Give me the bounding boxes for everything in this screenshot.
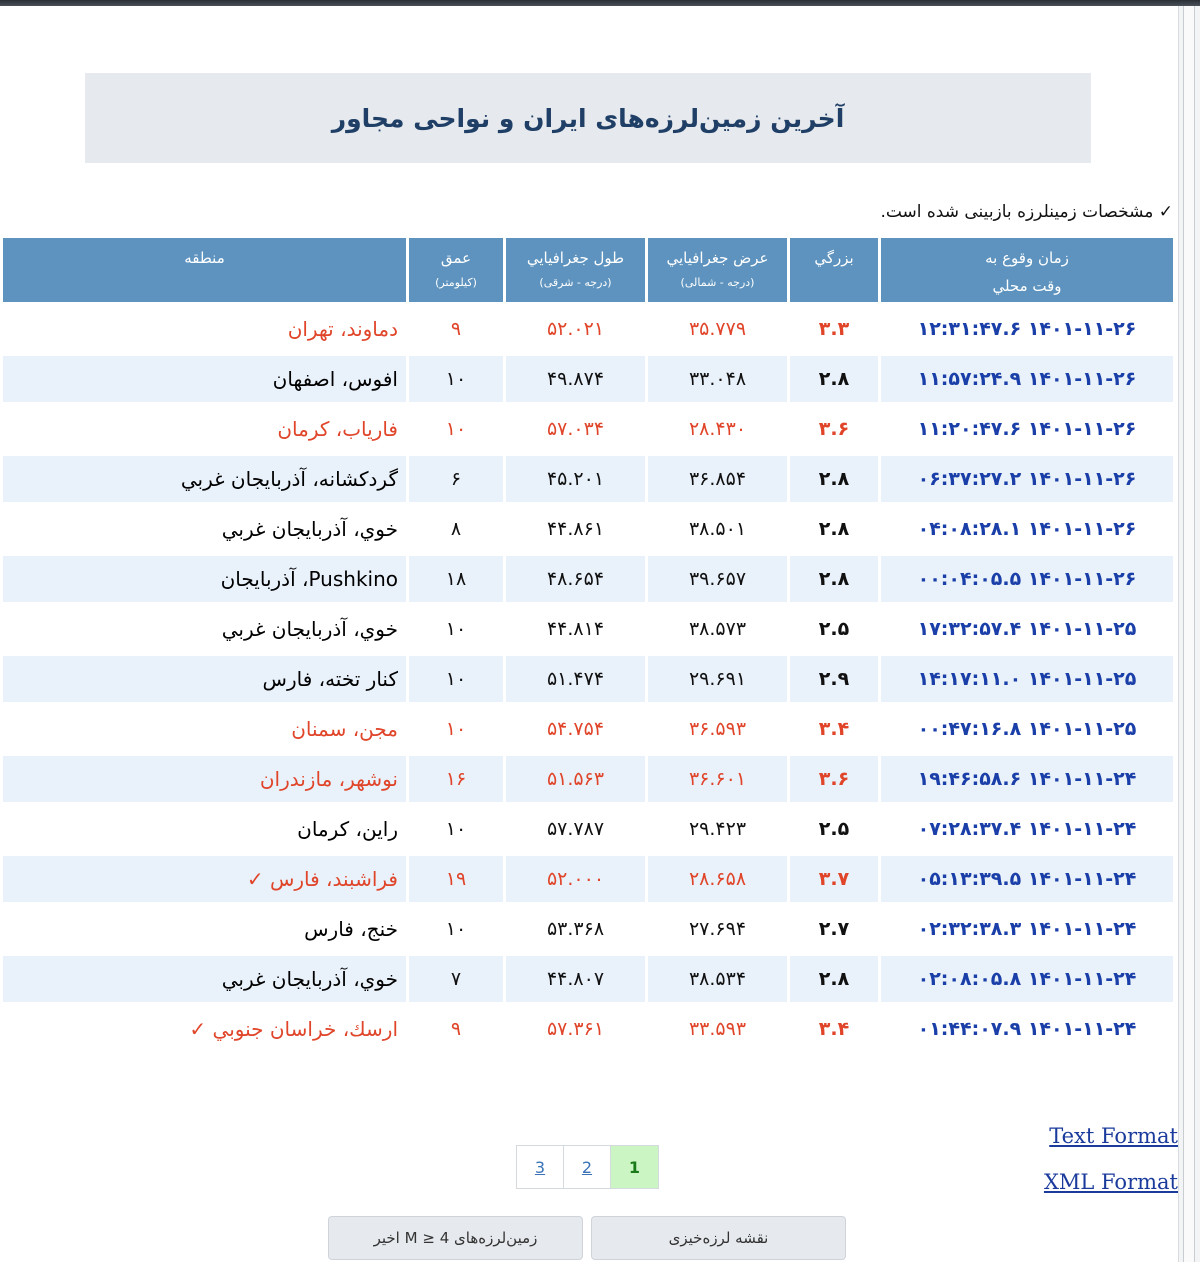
text-format-link[interactable]: Text Format bbox=[1049, 1124, 1178, 1148]
table-row bbox=[3, 706, 1173, 756]
header-depth-label: عمق bbox=[440, 249, 472, 267]
cell-longitude: ۵۴.۷۵۴ bbox=[506, 706, 645, 756]
cell-latitude: ۲۹.۶۹۱ bbox=[648, 656, 787, 706]
header-latitude-label: عرض جغرافيايي bbox=[666, 249, 769, 267]
header-time bbox=[881, 238, 1173, 306]
scrollbar-track[interactable] bbox=[1183, 6, 1195, 1262]
page-title: آخرین زمین‌لرزه‌های ایران و نواحی مجاور bbox=[331, 103, 845, 133]
table-row bbox=[3, 906, 1173, 956]
table-row bbox=[3, 356, 1173, 406]
cell-region: Pushkino، آذربايجان bbox=[3, 556, 406, 606]
cell-longitude: ۴۴.۸۱۴ bbox=[506, 606, 645, 656]
cell-latitude: ۲۷.۶۹۴ bbox=[648, 906, 787, 956]
cell-magnitude: ۲.۸ bbox=[790, 456, 878, 506]
cell-region: ارسك، خراسان جنوبي ✓ bbox=[3, 1006, 406, 1056]
cell-time: ۱۴۰۱-۱۱-۲۶ ۱۲:۳۱:۴۷.۶ bbox=[881, 306, 1173, 356]
cell-region: خوي، آذربايجان غربي bbox=[3, 506, 406, 556]
table-row bbox=[3, 806, 1173, 856]
cell-latitude: ۳۸.۵۰۱ bbox=[648, 506, 787, 556]
table-row bbox=[3, 406, 1173, 456]
cell-region: خوي، آذربايجان غربي bbox=[3, 956, 406, 1006]
table-row bbox=[3, 506, 1173, 556]
cell-depth: ۱۰ bbox=[409, 906, 503, 956]
format-links bbox=[1030, 1124, 1178, 1216]
cell-magnitude: ۳.۴ bbox=[790, 1006, 878, 1056]
cell-depth: ۱۹ bbox=[409, 856, 503, 906]
cell-magnitude: ۳.۷ bbox=[790, 856, 878, 906]
table-row bbox=[3, 856, 1173, 906]
cell-depth: ۱۰ bbox=[409, 356, 503, 406]
cell-longitude: ۵۷.۰۳۴ bbox=[506, 406, 645, 456]
table-header-row bbox=[3, 238, 1173, 306]
cell-time: ۱۴۰۱-۱۱-۲۴ ۱۹:۴۶:۵۸.۶ bbox=[881, 756, 1173, 806]
cell-latitude: ۳۶.۸۵۴ bbox=[648, 456, 787, 506]
cell-region: خنج، فارس bbox=[3, 906, 406, 956]
title-panel bbox=[85, 73, 1091, 163]
cell-magnitude: ۲.۹ bbox=[790, 656, 878, 706]
pagination bbox=[516, 1145, 659, 1189]
reviewed-note: ✓ مشخصات زمینلرزه بازبینی شده است. bbox=[880, 202, 1173, 222]
cell-latitude: ۳۵.۷۷۹ bbox=[648, 306, 787, 356]
cell-time: ۱۴۰۱-۱۱-۲۴ ۰۲:۰۸:۰۵.۸ bbox=[881, 956, 1173, 1006]
cell-depth: ۹ bbox=[409, 306, 503, 356]
cell-longitude: ۴۵.۲۰۱ bbox=[506, 456, 645, 506]
header-region bbox=[3, 238, 406, 306]
cell-latitude: ۳۹.۶۵۷ bbox=[648, 556, 787, 606]
cell-latitude: ۲۸.۶۵۸ bbox=[648, 856, 787, 906]
table-row bbox=[3, 956, 1173, 1006]
cell-latitude: ۳۶.۶۰۱ bbox=[648, 756, 787, 806]
header-depth bbox=[409, 238, 503, 306]
cell-magnitude: ۳.۳ bbox=[790, 306, 878, 356]
table-row bbox=[3, 556, 1173, 606]
table-row bbox=[3, 656, 1173, 706]
cell-magnitude: ۲.۸ bbox=[790, 956, 878, 1006]
xml-format-link[interactable]: XML Format bbox=[1043, 1170, 1178, 1194]
cell-region: کنار تخته، فارس bbox=[3, 656, 406, 706]
cell-depth: ۶ bbox=[409, 456, 503, 506]
cell-depth: ۱۰ bbox=[409, 706, 503, 756]
cell-magnitude: ۳.۶ bbox=[790, 406, 878, 456]
cell-time: ۱۴۰۱-۱۱-۲۶ ۱۱:۵۷:۲۴.۹ bbox=[881, 356, 1173, 406]
cell-latitude: ۳۳.۵۹۳ bbox=[648, 1006, 787, 1056]
cell-magnitude: ۲.۸ bbox=[790, 506, 878, 556]
cell-depth: ۱۰ bbox=[409, 806, 503, 856]
cell-magnitude: ۲.۷ bbox=[790, 906, 878, 956]
table-row bbox=[3, 606, 1173, 656]
header-time-sub: وقت محلي bbox=[992, 277, 1062, 295]
cell-region: فارياب، کرمان bbox=[3, 406, 406, 456]
cell-region: راين، کرمان bbox=[3, 806, 406, 856]
cell-latitude: ۳۸.۵۳۴ bbox=[648, 956, 787, 1006]
cell-time: ۱۴۰۱-۱۱-۲۵ ۱۴:۱۷:۱۱.۰ bbox=[881, 656, 1173, 706]
page-link-1[interactable]: 1 bbox=[611, 1146, 658, 1188]
cell-depth: ۱۰ bbox=[409, 606, 503, 656]
cell-time: ۱۴۰۱-۱۱-۲۶ ۰۴:۰۸:۲۸.۱ bbox=[881, 506, 1173, 556]
cell-latitude: ۲۸.۴۳۰ bbox=[648, 406, 787, 456]
cell-magnitude: ۳.۴ bbox=[790, 706, 878, 756]
cell-time: ۱۴۰۱-۱۱-۲۴ ۰۵:۱۳:۳۹.۵ bbox=[881, 856, 1173, 906]
header-latitude bbox=[648, 238, 787, 306]
cell-depth: ۱۰ bbox=[409, 406, 503, 456]
cell-depth: ۱۸ bbox=[409, 556, 503, 606]
cell-magnitude: ۳.۶ bbox=[790, 756, 878, 806]
cell-region: گردکشانه، آذربايجان غربي bbox=[3, 456, 406, 506]
header-time-label: زمان وقوع به bbox=[985, 249, 1069, 267]
cell-longitude: ۴۸.۶۵۴ bbox=[506, 556, 645, 606]
header-longitude-label: طول جغرافيايي bbox=[526, 249, 625, 267]
cell-longitude: ۴۹.۸۷۴ bbox=[506, 356, 645, 406]
cell-region: خوي، آذربايجان غربي bbox=[3, 606, 406, 656]
cell-depth: ۹ bbox=[409, 1006, 503, 1056]
header-region-label: منطقه bbox=[184, 249, 225, 267]
cell-time: ۱۴۰۱-۱۱-۲۶ ۱۱:۲۰:۴۷.۶ bbox=[881, 406, 1173, 456]
table-row bbox=[3, 756, 1173, 806]
header-magnitude-label: بزرگي bbox=[814, 249, 854, 267]
cell-region: دماوند، تهران bbox=[3, 306, 406, 356]
header-magnitude bbox=[790, 238, 878, 306]
cell-region: افوس، اصفهان bbox=[3, 356, 406, 406]
cell-time: ۱۴۰۱-۱۱-۲۶ ۰۶:۳۷:۲۷.۲ bbox=[881, 456, 1173, 506]
header-latitude-unit: (درجه - شمالی) bbox=[680, 276, 755, 289]
cell-longitude: ۵۳.۳۶۸ bbox=[506, 906, 645, 956]
cell-magnitude: ۲.۸ bbox=[790, 556, 878, 606]
cell-longitude: ۵۱.۴۷۴ bbox=[506, 656, 645, 706]
table-row bbox=[3, 456, 1173, 506]
cell-depth: ۸ bbox=[409, 506, 503, 556]
cell-longitude: ۴۴.۸۶۱ bbox=[506, 506, 645, 556]
cell-time: ۱۴۰۱-۱۱-۲۵ ۰۰:۴۷:۱۶.۸ bbox=[881, 706, 1173, 756]
cell-latitude: ۳۳.۰۴۸ bbox=[648, 356, 787, 406]
table-row bbox=[3, 1006, 1173, 1056]
cell-longitude: ۵۲.۰۲۱ bbox=[506, 306, 645, 356]
cell-magnitude: ۲.۵ bbox=[790, 606, 878, 656]
cell-time: ۱۴۰۱-۱۱-۲۴ ۰۷:۲۸:۳۷.۴ bbox=[881, 806, 1173, 856]
cell-region: فراشبند، فارس ✓ bbox=[3, 856, 406, 906]
page-content bbox=[0, 6, 1178, 1262]
header-depth-unit: (کیلومتر) bbox=[435, 276, 477, 289]
cell-time: ۱۴۰۱-۱۱-۲۴ ۰۱:۴۴:۰۷.۹ bbox=[881, 1006, 1173, 1056]
cell-region: نوشهر، مازندران bbox=[3, 756, 406, 806]
cell-depth: ۷ bbox=[409, 956, 503, 1006]
cell-longitude: ۴۴.۸۰۷ bbox=[506, 956, 645, 1006]
earthquake-table bbox=[0, 238, 1176, 1056]
cell-region: مجن، سمنان bbox=[3, 706, 406, 756]
recent-m4-button[interactable]: زمین‌لرزه‌های 4 ≤ M اخیر bbox=[328, 1216, 583, 1260]
cell-longitude: ۵۷.۷۸۷ bbox=[506, 806, 645, 856]
cell-latitude: ۳۶.۵۹۳ bbox=[648, 706, 787, 756]
cell-magnitude: ۲.۵ bbox=[790, 806, 878, 856]
seismicity-map-button[interactable]: نقشه لرزه‌خیزی bbox=[591, 1216, 846, 1260]
cell-magnitude: ۲.۸ bbox=[790, 356, 878, 406]
page-link-3[interactable]: 3 bbox=[517, 1146, 564, 1188]
cell-latitude: ۳۸.۵۷۳ bbox=[648, 606, 787, 656]
header-longitude-unit: (درجه - شرقی) bbox=[539, 276, 612, 289]
cell-longitude: ۵۱.۵۶۳ bbox=[506, 756, 645, 806]
cell-time: ۱۴۰۱-۱۱-۲۵ ۱۷:۳۲:۵۷.۴ bbox=[881, 606, 1173, 656]
header-longitude bbox=[506, 238, 645, 306]
cell-time: ۱۴۰۱-۱۱-۲۴ ۰۲:۳۲:۳۸.۳ bbox=[881, 906, 1173, 956]
cell-longitude: ۵۷.۳۶۱ bbox=[506, 1006, 645, 1056]
page-link-2[interactable]: 2 bbox=[564, 1146, 611, 1188]
cell-longitude: ۵۲.۰۰۰ bbox=[506, 856, 645, 906]
cell-depth: ۱۰ bbox=[409, 656, 503, 706]
cell-depth: ۱۶ bbox=[409, 756, 503, 806]
cell-time: ۱۴۰۱-۱۱-۲۶ ۰۰:۰۴:۰۵.۵ bbox=[881, 556, 1173, 606]
table-row bbox=[3, 306, 1173, 356]
cell-latitude: ۲۹.۴۲۳ bbox=[648, 806, 787, 856]
scrollbar[interactable] bbox=[1178, 6, 1200, 1262]
